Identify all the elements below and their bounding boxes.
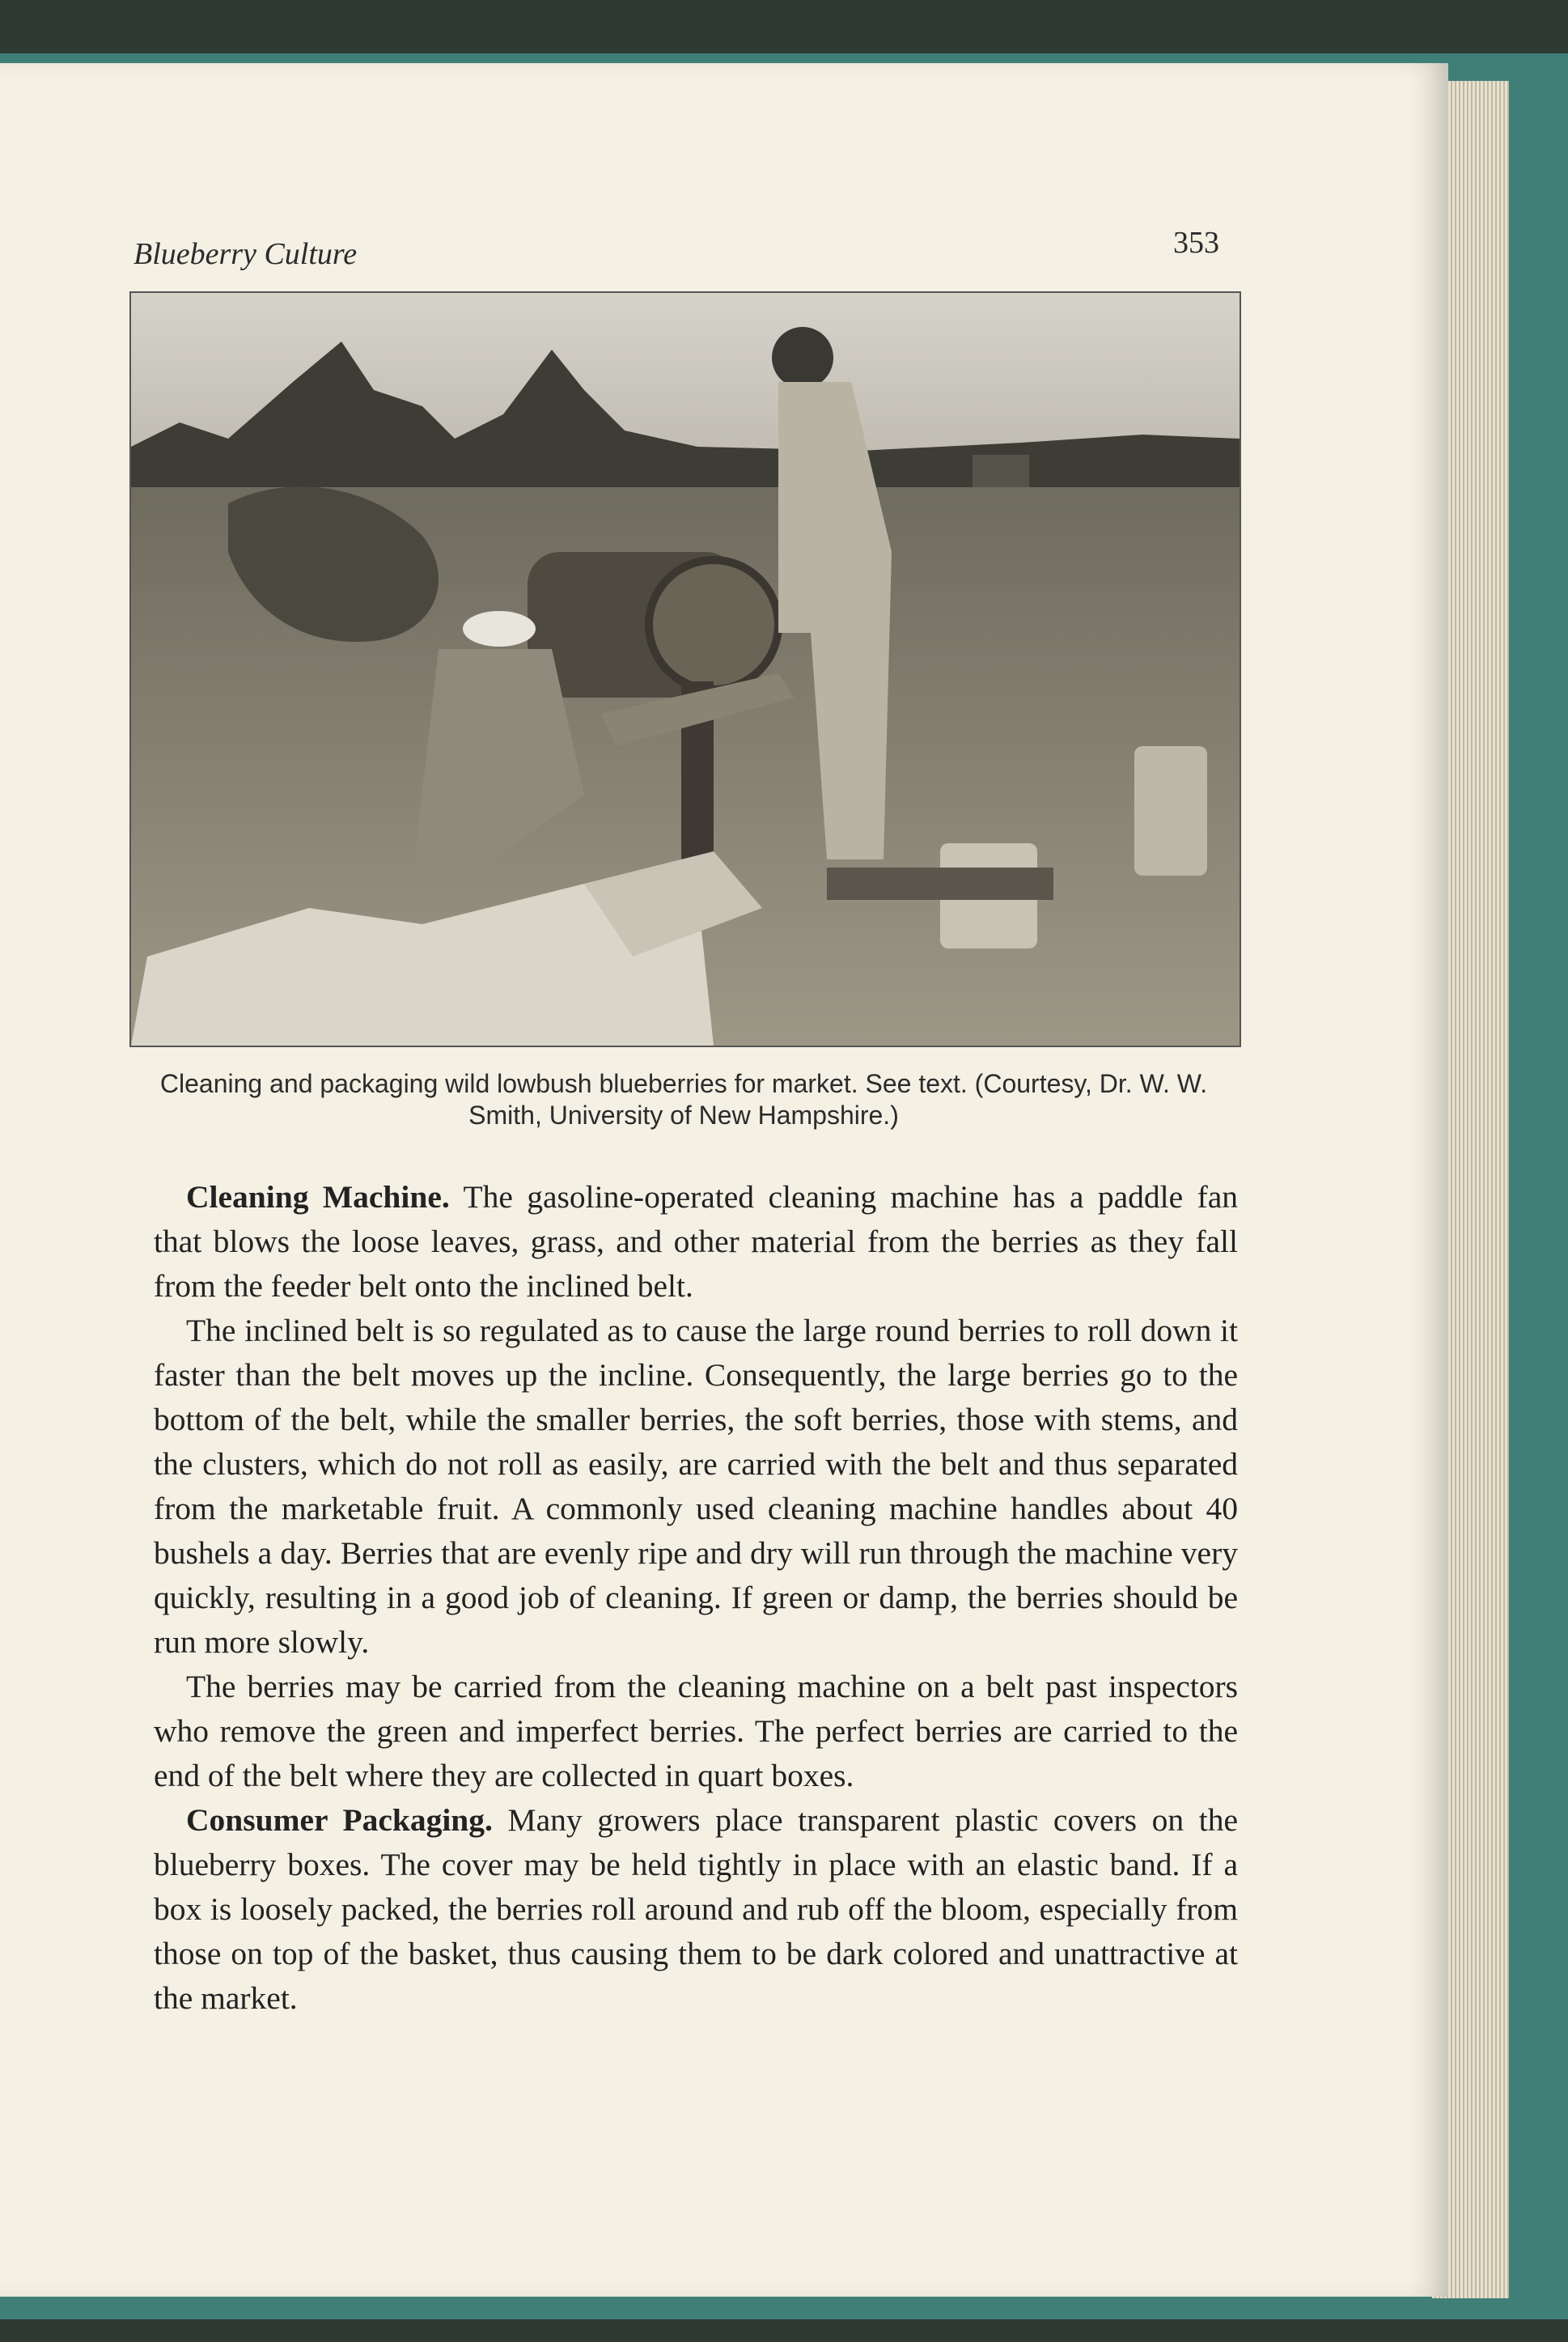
barn: [973, 455, 1029, 487]
wooden-plank: [827, 868, 1053, 900]
paragraph: The berries may be carried from the cleaning machine on a belt past inspectors who remove the green and imperfect berries. The perfect berries are carried to the end of the belt where they are collected in quart boxes.: [154, 1669, 1238, 1793]
section-heading-cleaning-machine: Cleaning Machine.: [186, 1179, 450, 1215]
figure-caption: Cleaning and packaging wild lowbush blueberries for market. See text. (Courtesy, Dr. W. W. Smith, University of New Hampshire.): [159, 1069, 1208, 1131]
section-heading-consumer-packaging: Consumer Packaging.: [186, 1802, 493, 1838]
paragraph-text: The gasoline-operated cleaning machine has a paddle fan that blows the loose leaves, grass, and other material from the berries as they fall from the feeder belt onto the inclined belt.: [154, 1179, 1239, 1304]
photo-illustration: [131, 293, 1240, 1046]
page-number: 353: [1173, 226, 1219, 260]
body-text: [154, 1175, 1238, 2021]
figure-photo: [129, 291, 1241, 1047]
stacked-baskets: [1134, 746, 1207, 876]
running-title: Blueberry Culture: [133, 237, 358, 271]
paragraph: [154, 1175, 1238, 1309]
paragraph: [154, 1798, 1238, 2021]
woman-hat: [463, 611, 536, 647]
man-head: [772, 327, 833, 388]
paragraph-text: Many growers place transparent plastic covers on the blueberry boxes. The cover may be held tightly in place with an elastic band. If a box is loosely packed, the berries roll around and rub off the bloom, especially from those on top of the basket, thus causing them to be dark colored and unattractive at the market.: [154, 1802, 1238, 2016]
paddle-fan: [649, 560, 778, 689]
paragraph: The inclined belt is so regulated as to cause the large round berries to roll down it faster than the belt moves up the incline. Consequently, the large berries go to the bottom of the belt, while the smaller berries, the soft berries, those with stems, and the clusters, which do not roll as easily, are carried with the belt and thus separated from the marketable fruit. A commonly used cleaning machine handles about 40 bushels a day. Berries that are evenly ripe and dry will run through the machine very quickly, resulting in a good job of cleaning. If green or damp, the berries should be run more slowly.: [154, 1313, 1238, 1660]
